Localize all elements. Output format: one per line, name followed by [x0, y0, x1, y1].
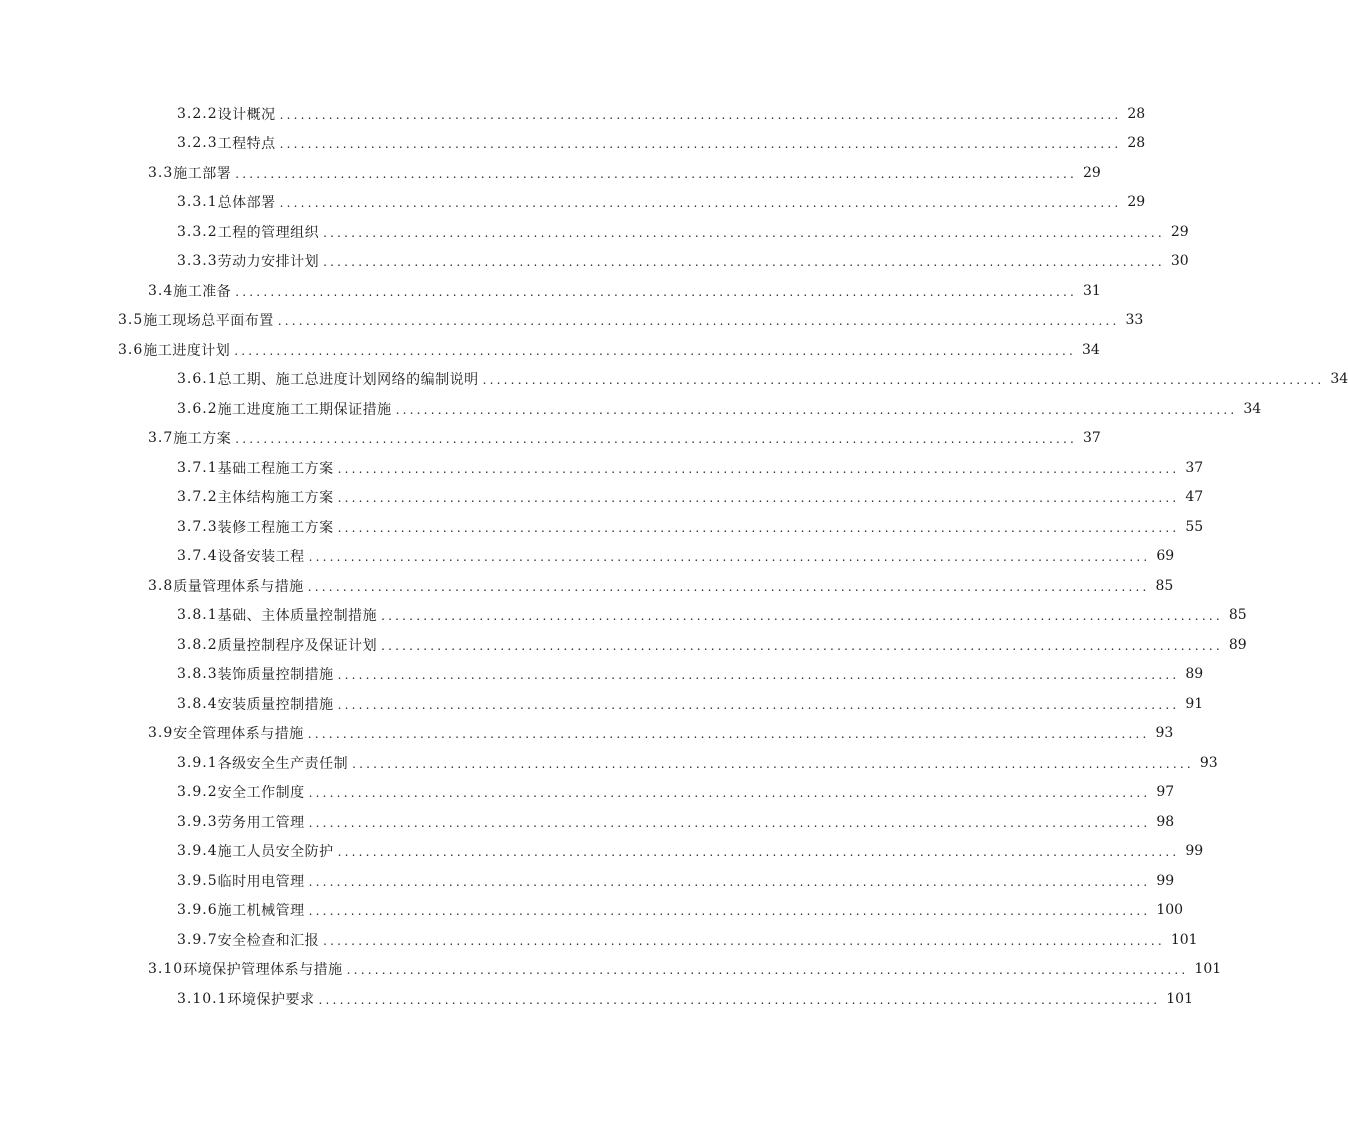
toc-entry-number: 3.8.2 — [177, 636, 218, 653]
toc-entry-title: 主体结构施工方案 — [217, 490, 334, 507]
toc-entry-page-number: 98 — [1156, 813, 1175, 830]
toc-entry-page-number: 29 — [1127, 194, 1146, 211]
dot-leader: ........................................................................................................................ — [308, 815, 1151, 830]
toc-entry-number: 3.4 — [148, 282, 174, 299]
toc-entry-number: 3.8 — [148, 577, 174, 594]
toc-entry-page-number: 34 — [1330, 371, 1348, 388]
toc-entry-number: 3.9.1 — [177, 754, 218, 771]
toc-entry[interactable] — [0, 837, 1204, 867]
toc-entry-page-number: 31 — [1083, 282, 1101, 299]
dot-leader: ........................................................................................................................ — [337, 491, 1180, 506]
toc-entry-title: 质量管理体系与措施 — [173, 578, 304, 595]
toc-entry-page-number: 101 — [1194, 961, 1222, 978]
toc-entry-title: 设备安装工程 — [217, 549, 305, 566]
toc-entry-page-number: 101 — [1170, 931, 1198, 948]
dot-leader: ........................................................................................................................ — [308, 550, 1151, 565]
toc-entry[interactable] — [0, 188, 1146, 218]
toc-entry[interactable] — [0, 483, 1204, 513]
toc-entry-number: 3.9.6 — [177, 902, 218, 919]
dot-leader: ........................................................................................................................ — [346, 963, 1189, 978]
toc-entry-title: 安全检查和汇报 — [217, 932, 320, 949]
dot-leader: ........................................................................................................................ — [482, 373, 1325, 388]
toc-entry-title: 安装质量控制措施 — [217, 696, 334, 713]
toc-entry[interactable] — [0, 778, 1175, 808]
toc-entry-title: 基础工程施工方案 — [217, 460, 334, 477]
toc-entry[interactable] — [0, 453, 1204, 483]
toc-entry[interactable] — [0, 365, 1348, 395]
dot-leader: ........................................................................................................................ — [381, 609, 1223, 624]
toc-entry-page-number: 89 — [1185, 666, 1204, 683]
dot-leader: ........................................................................................................................ — [337, 461, 1180, 476]
toc-entry-title: 临时用电管理 — [217, 873, 305, 890]
dot-leader: ........................................................................................................................ — [307, 579, 1150, 594]
toc-entry[interactable] — [0, 129, 1146, 159]
dot-leader: ........................................................................................................................ — [279, 196, 1122, 211]
toc-entry[interactable] — [0, 748, 1218, 778]
toc-entry[interactable] — [0, 807, 1175, 837]
toc-entry-page-number: 34 — [1243, 400, 1262, 417]
toc-entry-title: 装修工程施工方案 — [217, 519, 334, 536]
toc-entry-number: 3.6 — [118, 341, 144, 358]
toc-entry[interactable] — [0, 719, 1174, 749]
toc-entry[interactable] — [0, 955, 1222, 985]
toc-entry-page-number: 37 — [1185, 459, 1204, 476]
toc-entry-title: 施工方案 — [173, 431, 232, 448]
toc-entry-page-number: 33 — [1125, 312, 1144, 329]
toc-entry-title: 劳动力安排计划 — [217, 254, 320, 271]
toc-entry-page-number: 91 — [1185, 695, 1204, 712]
toc-entry-title: 总体部署 — [217, 195, 276, 212]
dot-leader: ........................................................................................................................ — [308, 786, 1151, 801]
dot-leader: ........................................................................................................................ — [323, 255, 1165, 270]
toc-entry-title: 施工机械管理 — [217, 903, 305, 920]
toc-entry[interactable] — [0, 512, 1204, 542]
toc-entry-page-number: 30 — [1170, 253, 1189, 270]
dot-leader: ........................................................................................................................ — [279, 107, 1122, 122]
toc-entry[interactable] — [0, 424, 1101, 454]
toc-entry-page-number: 99 — [1185, 843, 1204, 860]
toc-entry[interactable] — [0, 660, 1204, 690]
toc-entry-title: 施工现场总平面布置 — [143, 313, 274, 330]
toc-entry-number: 3.6.1 — [177, 371, 218, 388]
toc-entry-number: 3.8.1 — [177, 607, 218, 624]
toc-entry[interactable] — [0, 630, 1247, 660]
toc-entry-page-number: 93 — [1199, 754, 1218, 771]
toc-entry-number: 3.7.1 — [177, 459, 218, 476]
toc-entry-title: 安全工作制度 — [217, 785, 305, 802]
toc-entry-page-number: 101 — [1166, 990, 1193, 1007]
toc-entry-number: 3.7.3 — [177, 518, 218, 535]
toc-entry[interactable] — [0, 925, 1198, 955]
toc-entry-number: 3.3.2 — [177, 223, 218, 240]
dot-leader: ........................................................................................................................ — [318, 992, 1161, 1007]
toc-entry-number: 3.9.4 — [177, 843, 218, 860]
toc-entry-number: 3.5 — [118, 312, 144, 329]
toc-entry-page-number: 93 — [1155, 725, 1174, 742]
table-of-contents — [0, 99, 1348, 1014]
toc-entry[interactable] — [0, 306, 1144, 336]
toc-entry-title: 施工进度施工工期保证措施 — [217, 401, 392, 418]
dot-leader: ........................................................................................................................ — [235, 166, 1077, 181]
toc-entry-number: 3.7.4 — [177, 548, 218, 565]
toc-entry-title: 质量控制程序及保证计划 — [217, 637, 378, 654]
toc-entry-title: 装饰质量控制措施 — [217, 667, 334, 684]
toc-entry-number: 3.8.4 — [177, 695, 218, 712]
dot-leader: ........................................................................................................................ — [323, 933, 1165, 948]
toc-entry-number: 3.9.7 — [177, 931, 218, 948]
toc-entry-page-number: 34 — [1082, 341, 1100, 358]
dot-leader: ........................................................................................................................ — [352, 756, 1194, 771]
toc-entry-page-number: 97 — [1156, 784, 1175, 801]
toc-entry-title: 工程特点 — [217, 136, 276, 153]
toc-entry[interactable] — [0, 542, 1175, 572]
toc-entry-page-number: 47 — [1185, 489, 1204, 506]
toc-entry[interactable] — [0, 335, 1100, 365]
toc-entry[interactable] — [0, 984, 1193, 1014]
toc-entry-number: 3.9.2 — [177, 784, 218, 801]
dot-leader: ........................................................................................................................ — [381, 638, 1223, 653]
toc-entry-title: 施工进度计划 — [143, 342, 231, 359]
toc-entry[interactable] — [0, 866, 1175, 896]
toc-entry-page-number: 85 — [1155, 577, 1174, 594]
dot-leader: ........................................................................................................................ — [323, 225, 1165, 240]
toc-entry-title: 各级安全生产责任制 — [217, 755, 349, 772]
toc-entry-title: 环境保护要求 — [227, 991, 315, 1008]
toc-entry-page-number: 85 — [1228, 607, 1247, 624]
toc-entry-title: 施工部署 — [173, 165, 232, 182]
toc-entry-number: 3.9 — [148, 725, 174, 742]
dot-leader: ........................................................................................................................ — [308, 874, 1151, 889]
toc-entry-title: 施工准备 — [173, 283, 232, 300]
toc-entry-title: 施工人员安全防护 — [217, 844, 334, 861]
toc-entry-page-number: 99 — [1156, 872, 1175, 889]
toc-entry[interactable] — [0, 394, 1262, 424]
dot-leader: ........................................................................................................................ — [337, 520, 1180, 535]
toc-entry[interactable] — [0, 896, 1184, 926]
toc-entry-page-number: 89 — [1228, 636, 1247, 653]
toc-entry-page-number: 29 — [1170, 223, 1189, 240]
dot-leader: ........................................................................................................................ — [307, 727, 1150, 742]
toc-entry-title: 环境保护管理体系与措施 — [183, 962, 343, 979]
toc-entry-number: 3.3.1 — [177, 194, 218, 211]
dot-leader: ........................................................................................................................ — [337, 845, 1180, 860]
toc-entry-number: 3.10 — [148, 961, 184, 978]
toc-entry-title: 安全管理体系与措施 — [173, 726, 304, 743]
toc-entry[interactable] — [0, 217, 1189, 247]
toc-entry-page-number: 69 — [1156, 548, 1175, 565]
toc-entry[interactable] — [0, 601, 1247, 631]
toc-entry-page-number: 28 — [1127, 105, 1146, 122]
toc-entry-page-number: 37 — [1083, 430, 1101, 447]
dot-leader: ........................................................................................................................ — [395, 402, 1238, 417]
dot-leader: ........................................................................................................................ — [235, 432, 1077, 447]
toc-entry[interactable] — [0, 158, 1101, 188]
toc-entry-number: 3.7 — [148, 430, 174, 447]
toc-entry[interactable] — [0, 689, 1204, 719]
toc-entry[interactable] — [0, 571, 1174, 601]
toc-entry-title: 设计概况 — [217, 106, 276, 123]
toc-entry-page-number: 29 — [1083, 164, 1101, 181]
dot-leader: ........................................................................................................................ — [337, 668, 1180, 683]
toc-entry-number: 3.10.1 — [177, 990, 228, 1007]
dot-leader: ........................................................................................................................ — [235, 284, 1077, 299]
toc-entry-title: 总工期、施工总进度计划网络的编制说明 — [217, 372, 479, 389]
toc-entry-number: 3.6.2 — [177, 400, 218, 417]
toc-entry[interactable] — [0, 276, 1101, 306]
toc-entry-number: 3.2.2 — [177, 105, 218, 122]
toc-entry[interactable] — [0, 247, 1189, 277]
dot-leader: ........................................................................................................................ — [337, 697, 1180, 712]
toc-entry-title: 工程的管理组织 — [217, 224, 320, 241]
dot-leader: ........................................................................................................................ — [308, 904, 1151, 919]
toc-entry-number: 3.3 — [148, 164, 174, 181]
toc-entry-page-number: 55 — [1185, 518, 1204, 535]
toc-entry-title: 基础、主体质量控制措施 — [217, 608, 378, 625]
toc-entry-title: 劳务用工管理 — [217, 814, 305, 831]
toc-entry[interactable] — [0, 99, 1146, 129]
toc-entry-number: 3.2.3 — [177, 135, 218, 152]
toc-entry-number: 3.3.3 — [177, 253, 218, 270]
toc-entry-number: 3.9.5 — [177, 872, 218, 889]
toc-entry-page-number: 100 — [1156, 902, 1184, 919]
toc-entry-number: 3.7.2 — [177, 489, 218, 506]
dot-leader: ........................................................................................................................ — [279, 137, 1122, 152]
dot-leader: ........................................................................................................................ — [234, 343, 1076, 358]
toc-entry-number: 3.8.3 — [177, 666, 218, 683]
dot-leader: ........................................................................................................................ — [277, 314, 1120, 329]
toc-entry-number: 3.9.3 — [177, 813, 218, 830]
toc-entry-page-number: 28 — [1127, 135, 1146, 152]
